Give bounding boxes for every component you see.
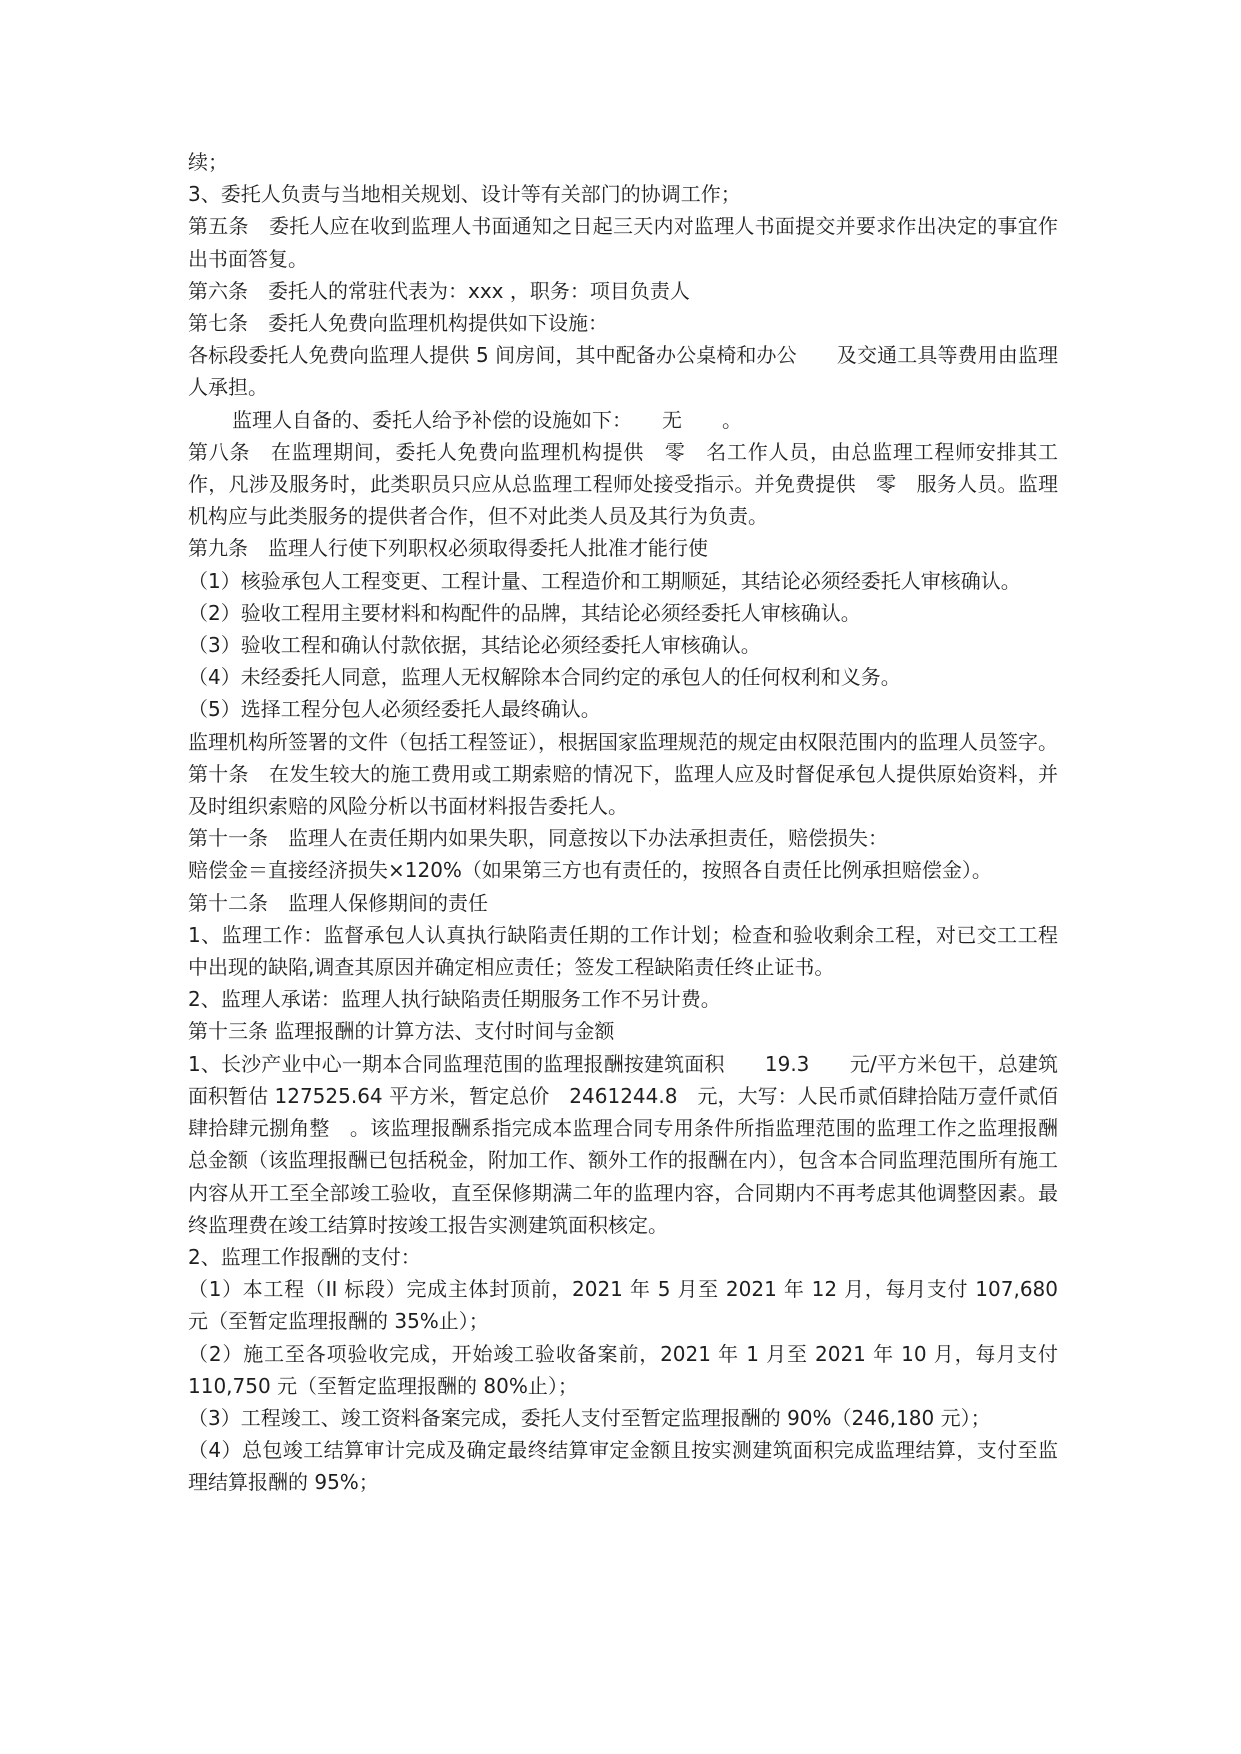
- text-line: 各标段委托人免费向监理人提供 5 间房间，其中配备办公桌椅和办公 及交通工具等费用由监理人承担。: [188, 343, 1058, 400]
- document-page: [188, 146, 1058, 1499]
- list-item: （1）本工程（II 标段）完成主体封顶前，2021 年 5 月至 2021 年 12 月，每月支付 107,680 元（至暂定监理报酬的 35%止）；: [188, 1277, 1058, 1334]
- list-item: 1、长沙产业中心一期本合同监理范围的监理报酬按建筑面积 19.3 元/平方米包干，总建筑面积暂估 127525.64 平方米，暂定总价 2461244.8 元，大写：人民币贰佰肆拾陆万壹仟贰佰肆拾肆元捌角整 。该监理报酬系指完成本监理合同专用条件所指监理范围的监理工作之监理报酬总金额（该监理报酬已包括税金，附加工作、额外工作的报酬在内），包含本合同监理范围所有施工内容从开工至全部竣工验收，直至保修期满二年的监理内容，合同期内不再考虑其他调整因素。最终监理费在竣工结算时按竣工报告实测建筑面积核定。: [188, 1051, 1058, 1237]
- list-item: （2）验收工程用主要材料和构配件的品牌，其结论必须经委托人审核确认。: [188, 600, 861, 625]
- list-item: （2）施工至各项验收完成，开始竣工验收备案前，2021 年 1 月至 2021 年 10 月，每月支付 110,750 元（至暂定监理报酬的 80%止）；: [188, 1341, 1058, 1398]
- text-line: 监理机构所签署的文件（包括工程签证），根据国家监理规范的规定由权限范围内的监理人员签字。: [188, 729, 1058, 754]
- list-item: （3）工程竣工、竣工资料备案完成，委托人支付至暂定监理报酬的 90%（246,180 元）；: [188, 1405, 991, 1430]
- list-item: 2、监理工作报酬的支付：: [188, 1244, 421, 1269]
- text-line: 赔偿金＝直接经济损失×120%（如果第三方也有责任的，按照各自责任比例承担赔偿金）。: [188, 858, 992, 883]
- article-13: 第十三条 监理报酬的计算方法、支付时间与金额: [188, 1019, 615, 1044]
- article-11: 第十一条 监理人在责任期内如果失职，同意按以下办法承担责任，赔偿损失：: [188, 826, 888, 851]
- article-10: 第十条 在发生较大的施工费用或工期索赔的情况下，监理人应及时督促承包人提供原始资料，并及时组织索赔的风险分析以书面材料报告委托人。: [188, 761, 1058, 819]
- list-item: （4）未经委托人同意，监理人无权解除本合同约定的承包人的任何权利和义务。: [188, 665, 901, 690]
- text-line: 3、委托人负责与当地相关规划、设计等有关部门的协调工作；: [188, 182, 741, 207]
- article-7: 第七条 委托人免费向监理机构提供如下设施：: [188, 311, 608, 336]
- list-item: 1、监理工作：监督承包人认真执行缺陷责任期的工作计划；检查和验收剩余工程，对已交工工程中出现的缺陷,调查其原因并确定相应责任；签发工程缺陷责任终止证书。: [188, 922, 1058, 980]
- list-item: （4）总包竣工结算审计完成及确定最终结算审定金额且按实测建筑面积完成监理结算，支付至监理结算报酬的 95%；: [188, 1438, 1058, 1495]
- article-9: 第九条 监理人行使下列职权必须取得委托人批准才能行使: [188, 536, 708, 561]
- article-5: 第五条 委托人应在收到监理人书面通知之日起三天内对监理人书面提交并要求作出决定的事宜作出书面答复。: [188, 214, 1058, 271]
- list-item: （1）核验承包人工程变更、工程计量、工程造价和工期顺延，其结论必须经委托人审核确认。: [188, 568, 1021, 593]
- list-item: （3）验收工程和确认付款依据，其结论必须经委托人审核确认。: [188, 633, 761, 658]
- text-line: 续；: [188, 150, 228, 174]
- article-8: 第八条 在监理期间，委托人免费向监理机构提供 零 名工作人员，由总监理工程师安排其工作，凡涉及服务时，此类职员只应从总监理工程师处接受指示。并免费提供 零 服务人员。监理机构应与此类服务的提供者合作，但不对此类人员及其行为负责。: [188, 439, 1058, 529]
- text-line: 监理人自备的、委托人给予补偿的设施如下： 无 。: [232, 407, 742, 432]
- list-item: （5）选择工程分包人必须经委托人最终确认。: [188, 697, 601, 722]
- article-6: 第六条 委托人的常驻代表为：xxx ，职务：项目负责人: [188, 278, 690, 303]
- list-item: 2、监理人承诺：监理人执行缺陷责任期服务工作不另计费。: [188, 987, 721, 1012]
- article-12: 第十二条 监理人保修期间的责任: [188, 890, 488, 915]
